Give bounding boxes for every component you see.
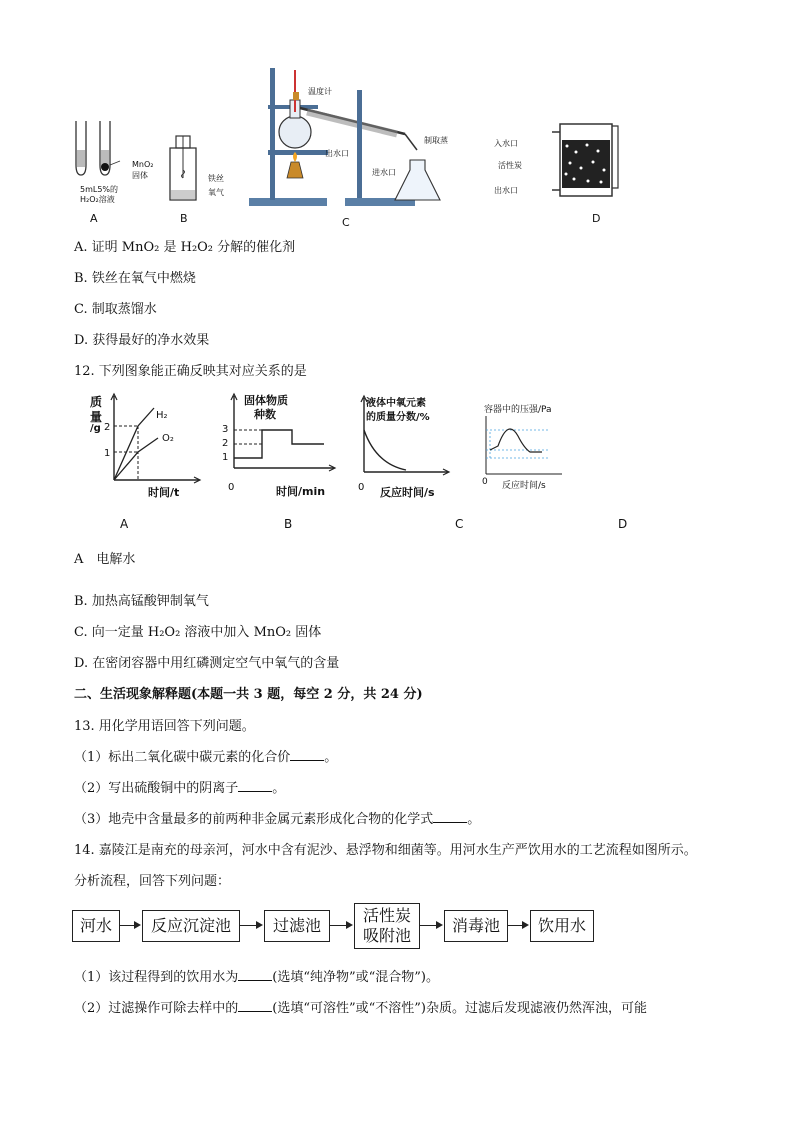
figure-a-caption: A — [90, 212, 98, 225]
q13-part1-end: 。 — [324, 750, 338, 765]
figure-b-label-oxygen: 氧气 — [208, 188, 224, 197]
q14-stem2: 分析流程，回答下列问题： — [74, 874, 231, 889]
q13-part3-blank[interactable] — [433, 812, 467, 823]
q14-part1-text: （1）该过程得到的饮用水为 — [74, 970, 239, 985]
q11-option-b: B. 铁丝在氧气中燃烧 — [74, 271, 196, 286]
flow-box-adsorption — [354, 903, 420, 949]
q13-part1 — [74, 746, 337, 765]
q12-option-c: C. 向一定量 H₂O₂ 溶液中加入 MnO₂ 固体 — [74, 625, 322, 640]
q11-option-a: A. 证明 MnO₂ 是 H₂O₂ 分解的催化剂 — [74, 240, 296, 255]
flow-arrow-3 — [329, 925, 351, 926]
q12-graph-d-ylabel: 容器中的压强/Pa — [484, 405, 552, 415]
figure-b-caption: B — [180, 212, 188, 225]
figure-a-label-volume: 5mL5%的 — [80, 185, 119, 194]
q12-graph-a-tick-2: 2 — [104, 422, 111, 433]
q12-graph-b-ylabel-1: 固体物质 — [244, 394, 288, 407]
q11-option-c: C. 制取蒸馏水 — [74, 302, 157, 317]
q12-option-a: A 电解水 — [74, 552, 136, 567]
q12-graph-c-xlabel: 反应时间/s — [380, 486, 435, 499]
flow-box-sedimentation: 反应沉淀池 — [142, 910, 240, 942]
figure-c-label-outlet: 出水口 — [325, 149, 349, 158]
figure-c-caption: C — [342, 216, 350, 229]
q13-stem: 13. 用化学用语回答下列问题。 — [74, 719, 255, 734]
q12-graph-b-tick-1: 1 — [222, 452, 229, 463]
q12-graph-b-xlabel: 时间/min — [276, 485, 326, 498]
figure-d-label-carbon: 活性炭 — [498, 161, 522, 170]
figure-a-label-mno2: MnO₂ — [132, 160, 154, 169]
q14-stem: 14. 嘉陵江是南充的母亲河，河水中含有泥沙、悬浮物和细菌等。用河水生产严饮用水的工艺流程如图所示。 — [74, 843, 697, 858]
q12-graph-b-tick-3: 3 — [222, 424, 229, 435]
q13-part3-end: 。 — [467, 812, 481, 827]
q12-caption-b: B — [284, 517, 293, 531]
flow-box-filtration: 过滤池 — [264, 910, 330, 942]
figure-c-label-product: 制取蒸 — [424, 136, 448, 145]
q12-graph-d-xlabel: 反应时间/s — [502, 481, 546, 491]
q14-part2-text: （2）过滤操作可除去样中的 — [74, 1001, 239, 1016]
q12-graph-a-ylabel-1: 质 — [90, 395, 103, 409]
q12-graph-d — [480, 412, 570, 482]
q13-part1-blank[interactable] — [290, 750, 324, 761]
flow-box-adsorption-line1: 活性炭 — [362, 906, 411, 925]
flow-box-river-water: 河水 — [72, 910, 120, 942]
q14-part1-hint: (选填“纯净物”或“混合物”)。 — [272, 970, 440, 985]
q13-part3-text: （3）地壳中含量最多的前两种非金属元素形成化合物的化学式 — [74, 812, 434, 827]
q12-graph-b-origin: 0 — [228, 482, 235, 493]
figure-b-label-iron-wire: 铁丝 — [208, 174, 224, 183]
figure-a-label-solid: 固体 — [132, 171, 148, 180]
figure-d-carbon-filter — [552, 118, 624, 203]
figure-d-label-inlet: 入水口 — [494, 139, 518, 148]
q12-option-b: B. 加热高锰酸钾制氧气 — [74, 594, 209, 609]
q13-part3 — [74, 808, 480, 827]
q14-part1-blank[interactable] — [238, 970, 272, 981]
figure-row-top — [60, 60, 740, 230]
flow-arrow-1 — [119, 925, 139, 926]
flow-box-adsorption-line2: 吸附池 — [362, 926, 411, 945]
q12-option-d: D. 在密闭容器中用红磷测定空气中氧气的含量 — [74, 656, 340, 671]
figure-d-caption: D — [592, 212, 601, 225]
q13-part1-text: （1）标出二氧化碳中碳元素的化合价 — [74, 750, 291, 765]
q12-graph-a-tick-1: 1 — [104, 448, 111, 459]
flow-box-disinfection: 消毒池 — [444, 910, 508, 942]
flow-arrow-5 — [507, 925, 527, 926]
q12-graph-d-origin: 0 — [482, 477, 488, 487]
q14-part2-hint: (选填“可溶性”或“不溶性”)杂质。过滤后发现滤液仍然浑浊，可能 — [272, 1001, 648, 1016]
q14-part2 — [74, 997, 647, 1016]
figure-c-label-inlet: 进水口 — [372, 168, 396, 177]
q12-graph-a-ylabel-2: 量 — [90, 410, 103, 424]
figure-c-label-thermometer: 温度计 — [308, 87, 332, 96]
q13-part2-text: （2）写出硫酸铜中的阴离子 — [74, 781, 239, 796]
q11-option-d: D. 获得最好的净水效果 — [74, 333, 210, 348]
q12-graph-a-series-o2: O₂ — [162, 433, 174, 444]
q12-stem: 12. 下列图象能正确反映其对应关系的是 — [74, 364, 307, 379]
figure-d-label-outlet: 出水口 — [494, 186, 518, 195]
q13-part2 — [74, 777, 285, 796]
section2-heading: 二、生活现象解释题(本题一共 3 题，每空 2 分，共 24 分) — [74, 687, 423, 702]
q12-caption-d: D — [618, 517, 628, 531]
q12-graph-b-tick-2: 2 — [222, 438, 229, 449]
q12-graph-c-origin: 0 — [358, 482, 365, 493]
q12-graph-a-series-h2: H₂ — [156, 410, 168, 421]
figure-a-label-h2o2: H₂O₂溶液 — [80, 195, 115, 204]
flow-arrow-2 — [239, 925, 261, 926]
q13-part2-end: 。 — [272, 781, 286, 796]
flow-box-drinking-water: 饮用水 — [530, 910, 594, 942]
q12-graph-a-xlabel: 时间/t — [148, 486, 180, 499]
q14-part1 — [74, 966, 439, 985]
q13-part2-blank[interactable] — [238, 781, 272, 792]
q12-graph-c-ylabel-2: 的质量分数/% — [366, 412, 430, 423]
q12-graph-a-ylabel-3: /g — [90, 423, 101, 434]
q12-graph-b-ylabel-2: 种数 — [254, 408, 276, 421]
q14-part2-blank[interactable] — [238, 1001, 272, 1012]
q12-graph-c-ylabel-1: 液体中氧元素 — [366, 398, 426, 409]
q12-caption-a: A — [120, 517, 129, 531]
figure-b-gas-jar — [162, 130, 222, 210]
flow-arrow-4 — [419, 925, 441, 926]
q12-caption-c: C — [455, 517, 464, 531]
